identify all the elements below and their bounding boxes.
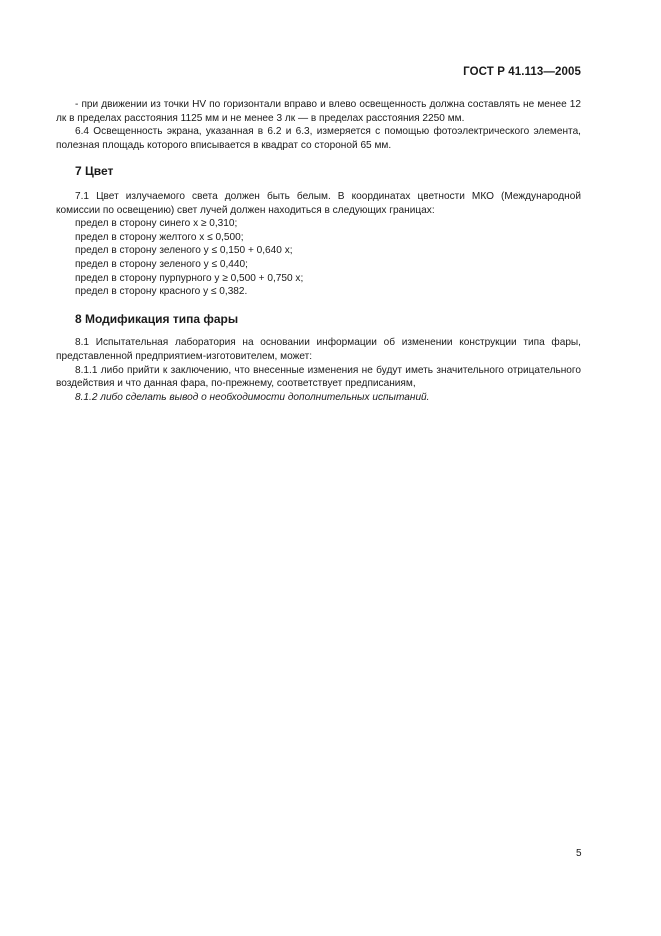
page-number: 5 <box>576 848 582 859</box>
paragraph-6-4-text: 6.4 Освещенность экрана, указанная в 6.2 и 6.3, измеряется с помощью фотоэлектрического элемента, полезная площадь которого вписывается в квадрат со стороной 65 мм. <box>56 126 581 151</box>
paragraph-8-1-1 <box>56 364 581 391</box>
document-body <box>56 98 581 404</box>
paragraph-8-1-2-text: 8.1.2 либо сделать вывод о необходимости дополнительных испытаний. <box>75 391 430 403</box>
limit-blue: предел в сторону синего x ≥ 0,310; <box>75 218 238 230</box>
section-7-heading: 7 Цвет <box>75 164 114 179</box>
paragraph-7-1 <box>56 190 581 217</box>
paragraph-7-1-text: 7.1 Цвет излучаемого света должен быть белым. В координатах цветности МКО (Международной комиссии по освещению) свет лучей должен находиться в следующих границах: <box>56 190 581 216</box>
paragraph-8-1-text: 8.1 Испытательная лаборатория на основании информации об изменении конструкции типа фары, представленной предприятием-изготовителем, может: <box>56 337 581 362</box>
chromaticity-limits-list <box>75 217 581 299</box>
paragraph-8-1-2 <box>56 391 581 405</box>
limit-green-1: предел в сторону зеленого y ≤ 0,150 + 0,640 x; <box>75 245 293 257</box>
paragraph-hv-text: - при движении из точки HV по горизонтали вправо и влево освещенность должна составлять не менее 12 лк в пределах расстояния 1125 мм и не менее 3 лк — в пределах расстояния 2250 мм. <box>56 99 581 124</box>
limit-red: предел в сторону красного y ≤ 0,382. <box>75 286 248 298</box>
paragraph-6-4 <box>56 125 581 152</box>
paragraph-hv-illuminance <box>56 98 581 125</box>
paragraph-8-1-1-text: 8.1.1 либо прийти к заключению, что внесенные изменения не будут иметь значительного отрицательного воздействия и что данная фара, по-прежнему, соответствует предписаниям, <box>56 364 581 390</box>
limit-purple: предел в сторону пурпурного y ≥ 0,500 + 0,750 x; <box>75 272 304 284</box>
paragraph-8-1 <box>56 336 581 363</box>
limit-yellow: предел в сторону желтого x ≤ 0,500; <box>75 231 244 243</box>
limit-green-2: предел в сторону зеленого y ≤ 0,440; <box>75 258 248 270</box>
document-header: ГОСТ Р 41.113—2005 <box>463 66 581 78</box>
section-8-heading: 8 Модификация типа фары <box>75 311 239 326</box>
